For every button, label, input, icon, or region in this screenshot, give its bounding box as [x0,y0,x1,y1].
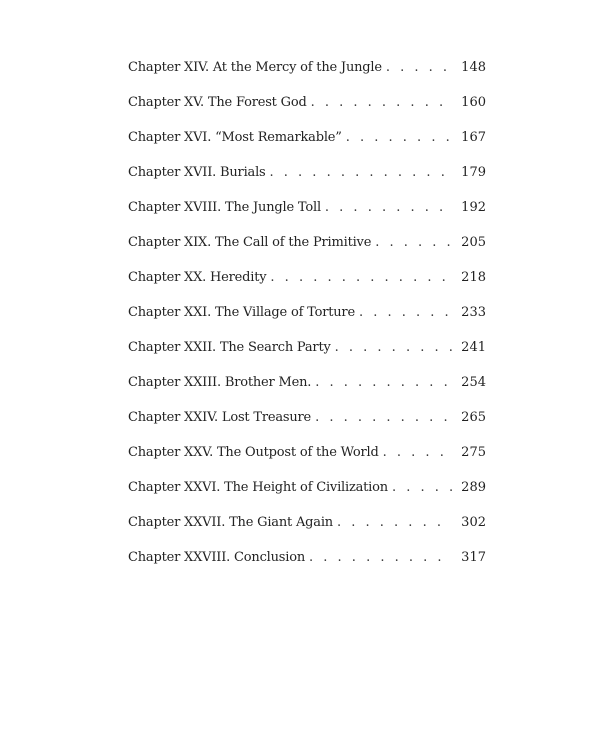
page-number: 160 [461,95,486,110]
page-number: 179 [461,165,486,180]
toc-entry [128,60,486,95]
page-number: 233 [461,305,486,320]
dot-leader [375,235,452,250]
dot-leader [270,270,452,285]
toc-entry [128,480,486,515]
chapter-title: Chapter XXIV. Lost Treasure [128,410,312,425]
toc-entry [128,445,486,480]
toc-entry [128,410,486,445]
dot-leader [346,130,452,145]
page-number: 148 [461,60,486,75]
chapter-title: Chapter XIV. At the Mercy of the Jungle [128,60,382,75]
chapter-title: Chapter XXVI. The Height of Civilization [128,480,388,495]
toc-entry [128,130,486,165]
table-of-contents [128,60,486,585]
page-number: 218 [461,270,486,285]
toc-entry [128,270,486,305]
toc-entry [128,200,486,235]
dot-leader [337,515,452,530]
chapter-title: Chapter XVI. “Most Remarkable” [128,130,342,145]
chapter-title: Chapter XVIII. The Jungle Toll [128,200,321,215]
page-number: 192 [461,200,486,215]
toc-entry [128,165,486,200]
toc-entry [128,515,486,550]
toc-entry [128,95,486,130]
toc-entry [128,550,486,585]
dot-leader [311,95,452,110]
chapter-title: Chapter XXIII. Brother Men. [128,375,312,390]
chapter-title: Chapter XV. The Forest God [128,95,307,110]
chapter-title: Chapter XXVIII. Conclusion [128,550,306,565]
dot-leader [315,375,452,390]
page-number: 265 [461,410,486,425]
chapter-title: Chapter XVII. Burials [128,165,266,180]
dot-leader [392,480,452,495]
chapter-title: Chapter XIX. The Call of the Primitive [128,235,372,250]
dot-leader [359,305,452,320]
chapter-title: Chapter XXI. The Village of Torture [128,305,355,320]
toc-entry [128,340,486,375]
dot-leader [383,445,452,460]
page-number: 254 [461,375,486,390]
toc-entry [128,235,486,270]
dot-leader [309,550,452,565]
page-number: 289 [461,480,486,495]
page-number: 302 [461,515,486,530]
page-number: 167 [461,130,486,145]
dot-leader [270,165,452,180]
page-number: 317 [461,550,486,565]
chapter-title: Chapter XXII. The Search Party [128,340,331,355]
toc-entry [128,375,486,410]
chapter-title: Chapter XX. Heredity [128,270,267,285]
toc-entry [128,305,486,340]
dot-leader [315,410,452,425]
page-number: 275 [461,445,486,460]
dot-leader [325,200,452,215]
page-number: 205 [461,235,486,250]
chapter-title: Chapter XXVII. The Giant Again [128,515,333,530]
dot-leader [386,60,452,75]
dot-leader [335,340,452,355]
page-number: 241 [461,340,486,355]
chapter-title: Chapter XXV. The Outpost of the World [128,445,379,460]
